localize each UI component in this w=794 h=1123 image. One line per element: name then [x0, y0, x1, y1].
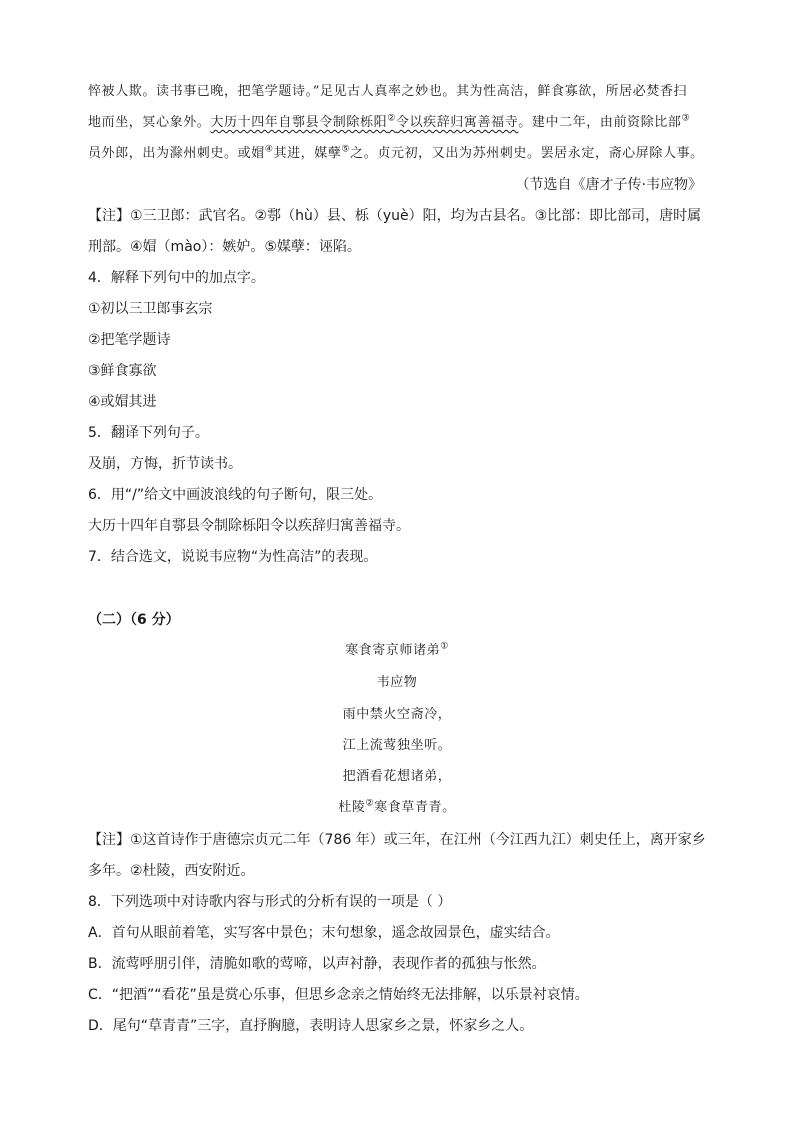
- poem-text: 杜陵: [338, 800, 366, 815]
- passage-line-3: [88, 144, 706, 164]
- passage-text: 员外郎，出为滁州刺史。或媢: [88, 146, 265, 161]
- option-c: C．“把酒”“看花”虽是赏心乐事，但思乡念亲之情始终无法排解，以乐景衬哀情。: [88, 987, 589, 1003]
- passage-text: 其进，媒孽: [273, 146, 342, 161]
- footnote-marker: ⑤: [341, 144, 351, 155]
- poem-author: 韦应物: [376, 675, 418, 690]
- question-4-item-1: ①初以三卫郎事玄宗: [88, 301, 213, 317]
- footnote-marker: ②: [387, 113, 396, 124]
- question-4-item-4: ④或媢其进: [88, 394, 157, 410]
- question-4-item-2: ②把笔学题诗: [88, 332, 171, 348]
- footnote-marker: ②: [365, 798, 375, 809]
- option-b: B．流莺呼朋引伴，清脆如歌的莺啼，以声衬静，表现作者的孤独与怅然。: [88, 956, 546, 972]
- poem-line-4: [0, 798, 794, 818]
- passage-text: 。建中二年，由前资除比部: [518, 115, 682, 130]
- poem-title-text: 寒食寄京师诸弟: [345, 643, 441, 658]
- poem-notes-line-2: 多年。②杜陵，西安附近。: [88, 863, 255, 879]
- question-6-sentence: 大历十四年自鄠县令制除栎阳令以疾辞归寓善福寺。: [88, 518, 410, 534]
- passage-text: 地而坐，冥心象外。: [88, 115, 211, 130]
- footnote-marker: ①: [440, 641, 449, 652]
- poem-line-2: 江上流莺独坐听。: [342, 738, 452, 753]
- passage-source: （节选自《唐才子传·韦应物》: [515, 177, 702, 193]
- wavy-underlined-sentence: [210, 115, 518, 130]
- footnote-marker: ③: [681, 113, 691, 124]
- question-7: 7．结合选文，说说韦应物“为性高洁”的表现。: [88, 549, 378, 565]
- passage-line-1: 悴被人欺。读书事已晚，把笔学题诗。”足见古人真率之妙也。其为性高洁，鲜食寡欲，所居必焚香扫: [88, 84, 688, 99]
- question-5-sentence: 及崩，方悔，折节读书。: [88, 456, 242, 472]
- poem-notes-line-1: 【注】①这首诗作于唐德宗贞元二年（786 年）或三年，在江州（今江西九江）刺史任上，离开家乡: [88, 832, 706, 848]
- question-4-item-3: ③鲜食寡欲: [88, 363, 157, 379]
- wavy-text-part-1: 大历十四年自鄠县令制除栎阳: [210, 115, 388, 130]
- wavy-text-part-2: 令以疾辞归寓善福寺: [395, 115, 519, 130]
- option-d: D．尾句“草青青”三字，直抒胸臆，表明诗人思家乡之景，怀家乡之人。: [88, 1018, 534, 1034]
- poem-line-1: 雨中禁火空斋冷，: [342, 707, 452, 722]
- notes-line-1: 【注】①三卫郎：武官名。②鄠（hù）县、栎（yuè）阳，均为古县名。③比部：即比部司，唐时属: [88, 208, 702, 224]
- footnote-marker: ④: [264, 144, 274, 155]
- poem-line-3: 把酒看花想诸弟，: [342, 769, 452, 784]
- notes-line-2: 刑部。④媢（mào）：嫉妒。⑤媒孽：诬陷。: [88, 239, 361, 255]
- question-5: 5．翻译下列句子。: [88, 425, 209, 441]
- question-6: 6．用“/”给文中画波浪线的句子断句，限三处。: [88, 487, 383, 503]
- question-8: 8．下列选项中对诗歌内容与形式的分析有误的一项是（ ）: [88, 894, 452, 910]
- passage-line-2: [88, 113, 706, 133]
- section-heading: （二）（6 分）: [88, 612, 180, 628]
- question-4: 4．解释下列句中的加点字。: [88, 270, 265, 286]
- passage-text: 之。贞元初，又出为苏州刺史。罢居永定，斋心屏除人事。: [350, 146, 704, 161]
- poem-title: [0, 641, 794, 661]
- poem-text: 寒食草青青。: [374, 800, 456, 815]
- option-a: A．首句从眼前着笔，实写客中景色；末句想象，遥念故园景色，虚实结合。: [88, 925, 560, 941]
